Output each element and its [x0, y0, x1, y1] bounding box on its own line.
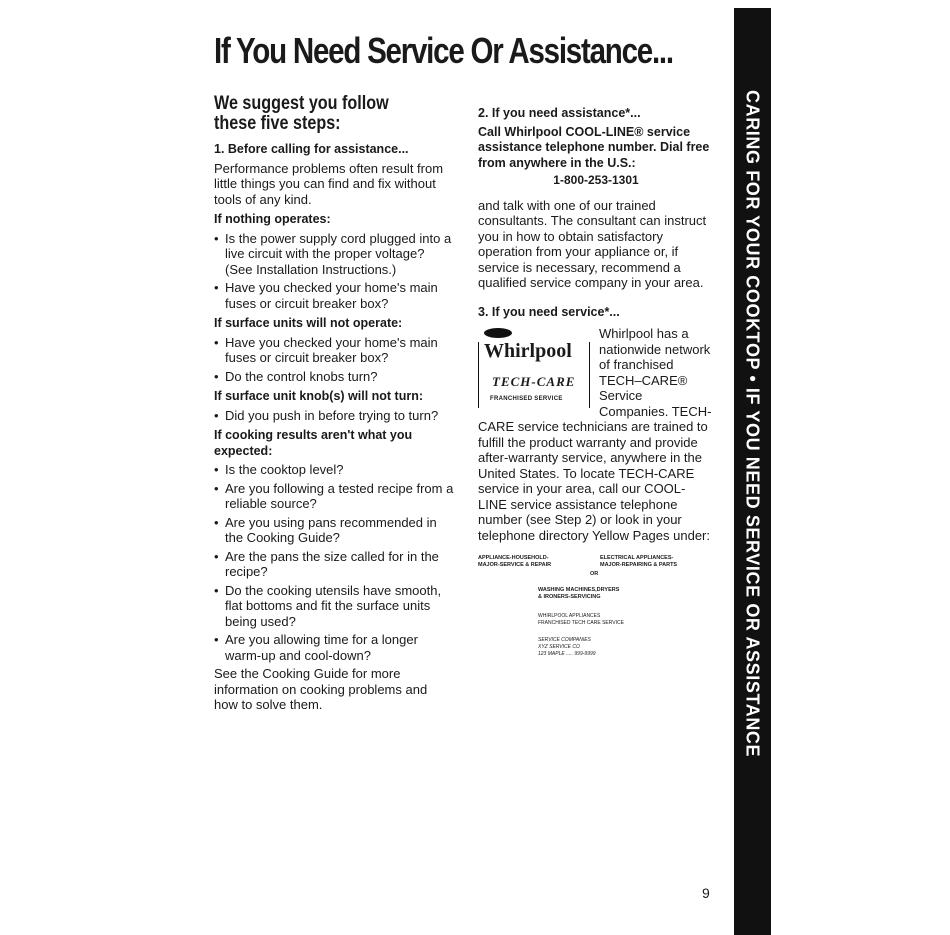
page-title: If You Need Service Or Assistance...: [214, 30, 673, 71]
cooking-results-list: [214, 462, 454, 663]
logo-tech-care: TECH-CARE: [492, 374, 576, 389]
yp-electrical: ELECTRICAL APPLIANCES- MAJOR-REPAIRING & PARTS: [600, 555, 678, 568]
step-2-heading: 2. If you need assistance*...: [478, 106, 641, 120]
yp-or: OR: [590, 571, 599, 577]
list-item: • Did you push in before trying to turn?: [214, 408, 454, 424]
list-item: • Is the cooktop level?: [214, 462, 454, 478]
list-item: • Is the power supply cord plugged into a live circuit with the proper voltage? (See Installation Instructions.): [214, 231, 454, 278]
surface-units-list: [214, 335, 454, 385]
right-column: [478, 94, 714, 680]
list-item: • Are you following a tested recipe from a reliable source?: [214, 481, 454, 512]
sidebar-label: CARING FOR YOUR COOKTOP • IF YOU NEED SERVICE OR ASSISTANCE: [742, 90, 763, 758]
list-item: • Are you using pans recommended in the Cooking Guide?: [214, 515, 454, 546]
tech-care-logo: [478, 328, 593, 412]
step-3-heading: 3. If you need service*...: [478, 304, 620, 319]
list-item: • Do the cooking utensils have smooth, flat bottoms and fit the surface units being used?: [214, 583, 454, 630]
page-number: 9: [702, 885, 710, 901]
cool-line-text: Call Whirlpool COOL-LINE® service assistance telephone number. Dial free from anywhere in the U.S.:: [478, 124, 710, 170]
knob-list: [214, 408, 454, 424]
list-item: • Do the control knobs turn?: [214, 369, 454, 385]
consultant-text: and talk with one of our trained consultants. The consultant can instruct you in how to obtain satisfactory operation from your appliance or, if service is necessary, recommend a qualified service company in your area.: [478, 197, 707, 290]
yellow-pages-sample: [478, 555, 714, 680]
surface-units-heading: If surface units will not operate:: [214, 316, 403, 330]
yp-washing: WASHING MACHINES,DRYERS & IRONERS-SERVICING: [538, 587, 620, 600]
list-item: • Are you allowing time for a longer warm-up and cool-down?: [214, 632, 454, 663]
whirlpool-oval-icon: [484, 328, 512, 338]
yp-whirlpool: WHIRLPOOL APPLIANCES FRANCHISED TECH CARE SERVICE: [538, 613, 624, 626]
nothing-operates-heading: If nothing operates:: [214, 212, 331, 226]
list-item: • Have you checked your home's main fuses or circuit breaker box?: [214, 335, 454, 366]
service-text: Whirlpool has a nationwide network of franchised TECH–CARE® Service Companies. TECH-CARE service technicians are trained to fulfill the product warranty and provide after-warranty service, anywhere in the United States. To locate TECH-CARE service in your area, call our COOL-LINE service assistance telephone number (see Step 2) or look in your telephone directory Yellow Pages under:: [478, 326, 712, 543]
list-item: • Are the pans the size called for in the recipe?: [214, 549, 454, 580]
knob-heading: If surface unit knob(s) will not turn:: [214, 389, 424, 403]
yp-appliance: APPLIANCE-HOUSEHOLD- MAJOR-SERVICE & REPAIR: [478, 555, 552, 568]
closing-text: See the Cooking Guide for more information on cooking problems and how to solve them.: [214, 666, 428, 712]
logo-brand: Whirlpool: [484, 340, 572, 362]
step-1-intro: Performance problems often result from little things you can find and fix without tools of any kind.: [214, 160, 444, 207]
phone-number: 1-800-253-1301: [553, 173, 639, 187]
step-1-heading: 1. Before calling for assistance...: [214, 142, 409, 156]
nothing-operates-list: [214, 231, 454, 312]
yp-service: SERVICE COMPANIES XYZ SERVICE CO 123 MAPLE ..... 999-9999: [538, 637, 596, 657]
steps-heading: We suggest you follow these five steps:: [214, 93, 389, 134]
logo-franchised: FRANCHISED SERVICE: [490, 396, 563, 402]
left-column: [214, 94, 454, 717]
list-item: • Have you checked your home's main fuses or circuit breaker box?: [214, 280, 454, 311]
cooking-results-heading: If cooking results aren't what you expected:: [214, 428, 413, 458]
